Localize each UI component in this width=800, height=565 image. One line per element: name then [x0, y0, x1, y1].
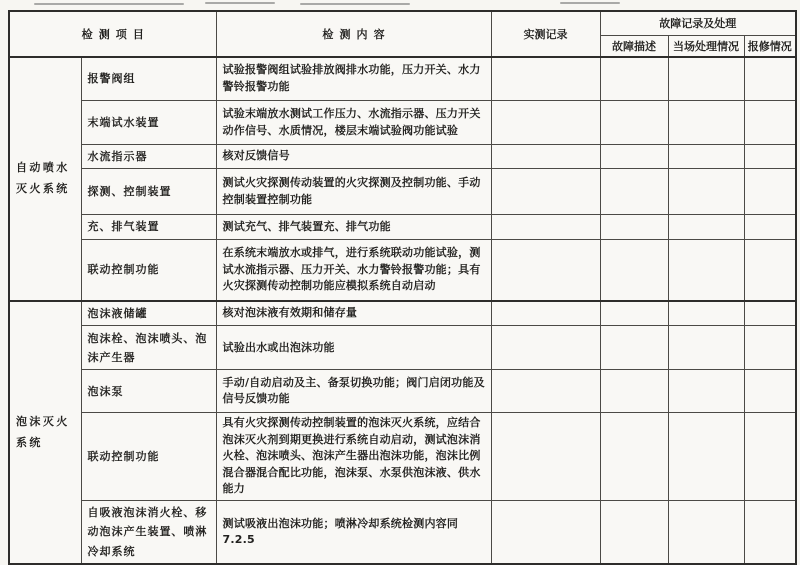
onsite-cell: [668, 326, 744, 370]
repair-cell: [744, 413, 796, 501]
record-cell: [491, 145, 600, 169]
item-cell: 末端试水装置: [81, 101, 216, 145]
item-cell: 报警阀组: [81, 57, 216, 101]
fault-desc-cell: [600, 57, 668, 101]
content-cell: 试验末端放水测试工作压力、水流指示器、压力开关动作信号、水质情况，楼层末端试验阀功能试验: [216, 101, 491, 145]
fault-desc-cell: [600, 169, 668, 215]
item-cell: 联动控制功能: [81, 413, 216, 501]
table-row: [9, 301, 796, 326]
onsite-cell: [668, 413, 744, 501]
onsite-cell: [668, 239, 744, 301]
header-onsite-handling: 当场处理情况: [668, 35, 744, 57]
item-cell: 自吸液泡沫消火栓、移动泡沫产生装置、喷淋冷却系统: [81, 500, 216, 564]
repair-cell: [744, 215, 796, 239]
record-cell: [491, 101, 600, 145]
record-cell: [491, 57, 600, 101]
repair-cell: [744, 326, 796, 370]
table-header: [9, 11, 796, 57]
header-inspection-item: 检测项目: [9, 11, 216, 57]
repair-cell: [744, 101, 796, 145]
repair-cell: [744, 57, 796, 101]
repair-cell: [744, 301, 796, 326]
fault-desc-cell: [600, 326, 668, 370]
system-group-label: 泡沫灭火系统: [9, 301, 81, 564]
header-fault-description: 故障描述: [600, 35, 668, 57]
record-cell: [491, 500, 600, 564]
repair-cell: [744, 169, 796, 215]
fault-desc-cell: [600, 101, 668, 145]
item-cell: 探测、控制装置: [81, 169, 216, 215]
content-cell: 测试火灾探测传动装置的火灾探测及控制功能、手动控制装置控制功能: [216, 169, 491, 215]
item-cell: 水流指示器: [81, 145, 216, 169]
repair-cell: [744, 239, 796, 301]
content-cell: 测试吸液出泡沫功能；喷淋冷却系统检测内容同 7.2.5: [216, 500, 491, 564]
record-cell: [491, 301, 600, 326]
content-cell: 手动/自动启动及主、备泵切换功能；阀门启闭功能及信号反馈功能: [216, 370, 491, 413]
table-row: [9, 370, 796, 413]
onsite-cell: [668, 370, 744, 413]
record-cell: [491, 215, 600, 239]
repair-cell: [744, 370, 796, 413]
fault-desc-cell: [600, 215, 668, 239]
scan-artifact: [560, 2, 620, 4]
fault-desc-cell: [600, 500, 668, 564]
table-row: [9, 101, 796, 145]
item-cell: 充、排气装置: [81, 215, 216, 239]
record-cell: [491, 370, 600, 413]
scan-artifact: [205, 2, 275, 4]
onsite-cell: [668, 215, 744, 239]
table-row: [9, 57, 796, 101]
onsite-cell: [668, 500, 744, 564]
content-cell: 在系统末端放水或排气，进行系统联动功能试验，测试水流指示器、压力开关、水力警铃报警功能；具有火灾探测传动控制功能应模拟系统自动启动: [216, 239, 491, 301]
content-cell: 具有火灾探测传动控制装置的泡沫灭火系统，应结合泡沫灭火剂到期更换进行系统自动启动，测试泡沫消火栓、泡沫喷头、泡沫产生器出泡沫功能，泡沫比例混合器混合配比功能，泡沫泵、水泵供泡沫液、供水能力: [216, 413, 491, 501]
item-cell: 泡沫液储罐: [81, 301, 216, 326]
header-measured-record: 实测记录: [491, 11, 600, 57]
item-cell: 泡沫泵: [81, 370, 216, 413]
header-fault-group: 故障记录及处理: [600, 11, 796, 35]
fault-desc-cell: [600, 370, 668, 413]
record-cell: [491, 169, 600, 215]
onsite-cell: [668, 101, 744, 145]
fault-desc-cell: [600, 239, 668, 301]
header-repair-status: 报修情况: [744, 35, 796, 57]
repair-cell: [744, 145, 796, 169]
table-row: [9, 169, 796, 215]
item-cell: 联动控制功能: [81, 239, 216, 301]
onsite-cell: [668, 169, 744, 215]
system-group-label: 自动喷水灭火系统: [9, 57, 81, 302]
table-row: [9, 145, 796, 169]
fault-desc-cell: [600, 145, 668, 169]
header-inspection-content: 检测内容: [216, 11, 491, 57]
table-row: [9, 500, 796, 564]
inspection-table: [8, 10, 797, 565]
table-row: [9, 215, 796, 239]
content-cell: 试验报警阀组试验排放阀排水功能，压力开关、水力警铃报警功能: [216, 57, 491, 101]
content-cell: 核对反馈信号: [216, 145, 491, 169]
onsite-cell: [668, 301, 744, 326]
record-cell: [491, 413, 600, 501]
content-cell: 测试充气、排气装置充、排气功能: [216, 215, 491, 239]
onsite-cell: [668, 145, 744, 169]
table-row: [9, 326, 796, 370]
repair-cell: [744, 500, 796, 564]
content-cell: 核对泡沫液有效期和储存量: [216, 301, 491, 326]
table-row: [9, 413, 796, 501]
content-cell: 试验出水或出泡沫功能: [216, 326, 491, 370]
record-cell: [491, 326, 600, 370]
scan-artifact: [300, 3, 410, 5]
item-cell: 泡沫栓、泡沫喷头、泡沫产生器: [81, 326, 216, 370]
fault-desc-cell: [600, 301, 668, 326]
scan-artifact: [34, 3, 184, 5]
onsite-cell: [668, 57, 744, 101]
table-row: [9, 239, 796, 301]
record-cell: [491, 239, 600, 301]
fault-desc-cell: [600, 413, 668, 501]
